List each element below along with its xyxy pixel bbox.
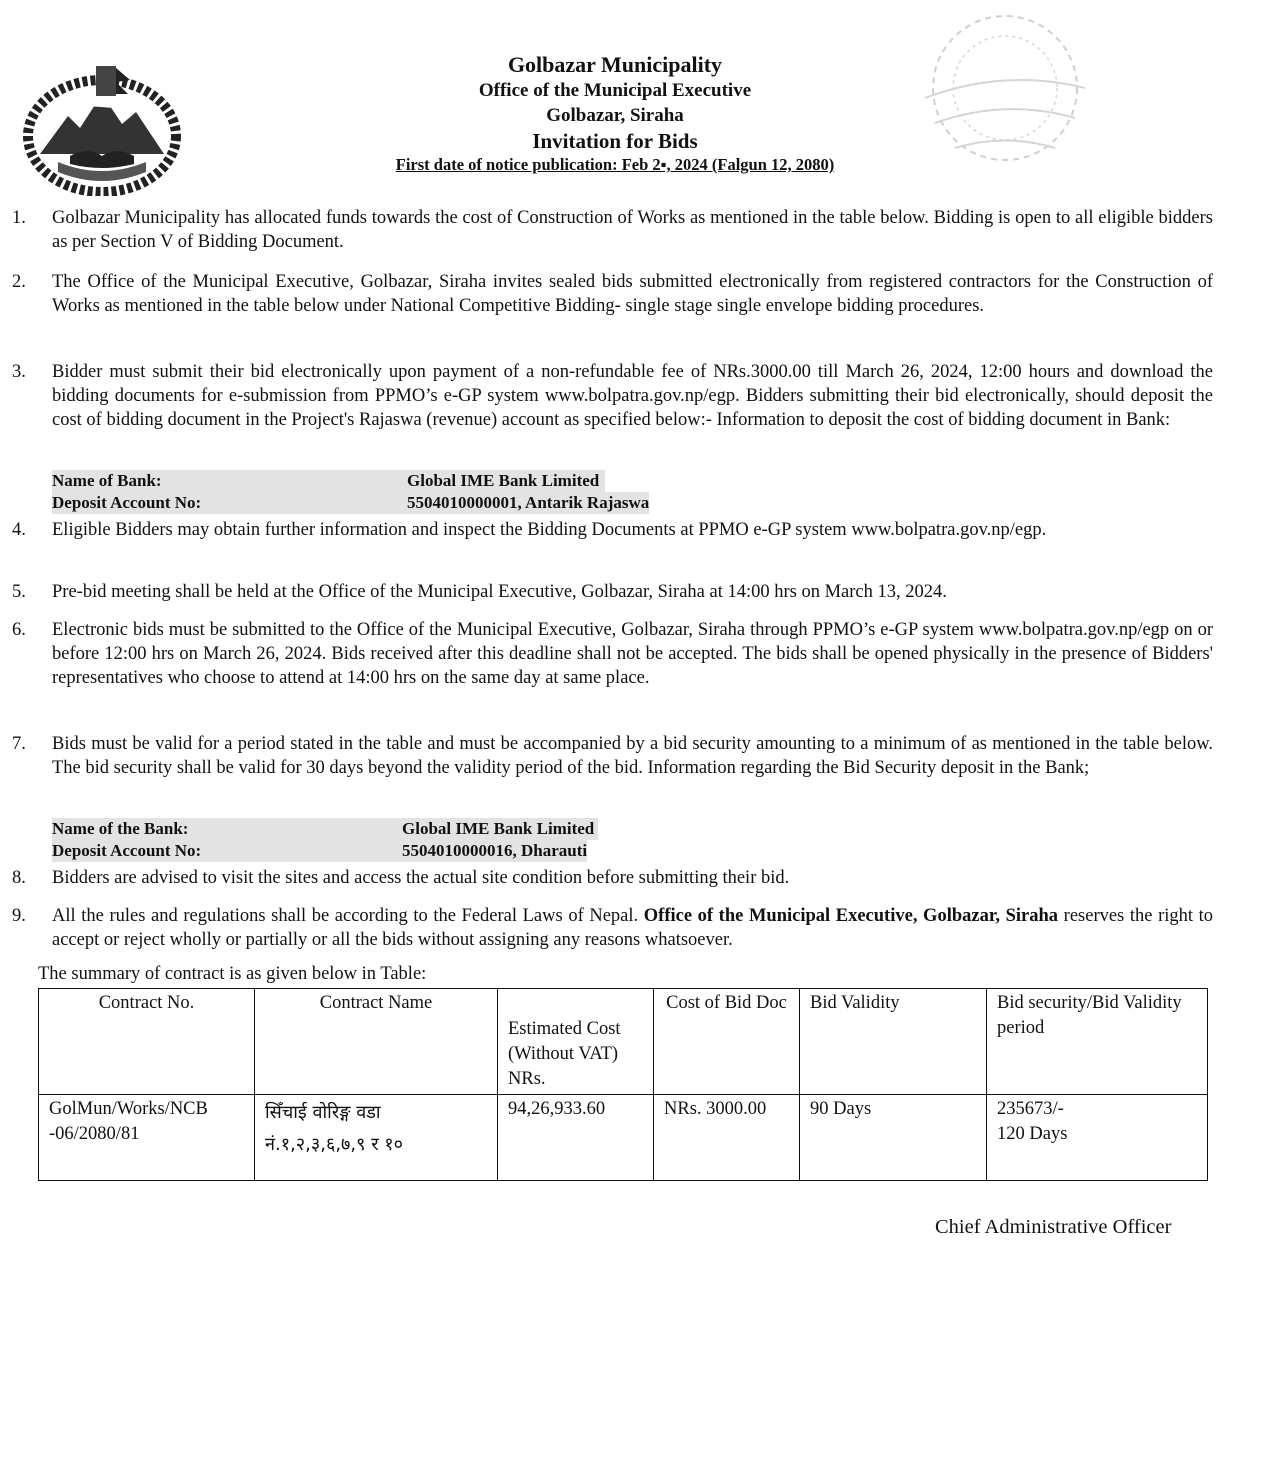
notice-header xyxy=(330,52,900,176)
bank-name-value: Global IME Bank Limited xyxy=(402,818,598,840)
item-text-start: All the rules and regulations shall be according to the Federal Laws of Nepal. xyxy=(52,906,639,926)
item-text: Bids must be valid for a period stated in the table and must be accompanied by a bid security amounting to a minimum of as mentioned in the table below. The bid security shall be valid for 30 days beyond the validity period of the bid. Information regarding the Bid Security deposit in the Bank; xyxy=(52,734,1213,778)
item-text: Electronic bids must be submitted to the Office of the Municipal Executive, Golbazar, Siraha through PPMO’s e-GP system www.bolpatra.gov.np/egp on or before 12:00 hrs on March 26, 2024. Bids received after this deadline shall not be accepted. The bids shall be opened physically in the presence of Bidders' representatives who choose to attend at 14:00 hrs on the same day at same place. xyxy=(52,620,1213,688)
item-number: 1. xyxy=(12,208,26,228)
item-text: The Office of the Municipal Executive, Golbazar, Siraha invites sealed bids submitted electronically from registered contractors for the Construction of Works as mentioned in the table below under National Competitive Bidding- single stage single envelope bidding procedures. xyxy=(52,272,1213,316)
bank-name-label: Name of Bank: xyxy=(52,470,407,492)
account-number-label: Deposit Account No: xyxy=(52,840,402,862)
contract-name-line1: सिँचाई वोरिङ्ग वडा xyxy=(265,1102,381,1123)
item-text-bold: Office of the Municipal Executive, Golbazar, Siraha xyxy=(643,906,1059,926)
header-contract-no: Contract No. xyxy=(39,989,255,1095)
notice-title: Invitation for Bids xyxy=(532,129,698,153)
item-text: Bidder must submit their bid electronically upon payment of a non-refundable fee of NRs.3000.00 till March 26, 2024, 12:00 hours and download the bidding documents for e-submission from PPMO’s e-GP system www.bolpatra.gov.np/egp. Bidders submitting their bid electronically, should deposit the cost of bidding document in the Project's Rajaswa (revenue) account as specified below:- Information to deposit the cost of bidding document in Bank: xyxy=(52,362,1213,430)
item-number: 5. xyxy=(12,582,26,602)
cell-contract-name xyxy=(255,1095,498,1181)
header-estimated-cost: Estimated Cost (Without VAT) NRs. xyxy=(498,989,654,1095)
header-bid-validity: Bid Validity xyxy=(800,989,987,1095)
cell-bid-validity: 90 Days xyxy=(800,1095,987,1181)
account-number-value: 5504010000016, Dharauti xyxy=(402,841,588,860)
bank-name-label: Name of the Bank: xyxy=(52,818,402,840)
cell-estimated-cost: 94,26,933.60 xyxy=(498,1095,654,1181)
cell-bid-doc-cost: NRs. 3000.00 xyxy=(654,1095,800,1181)
item-text-end: reserves the right to accept or reject wholly or partially or all the bids without assigning any reasons whatsoever. xyxy=(52,906,1214,950)
header-contract-name: Contract Name xyxy=(255,989,498,1095)
item-number: 8. xyxy=(12,868,26,888)
municipality-stamp xyxy=(905,8,1095,178)
signatory-title: Chief Administrative Officer xyxy=(935,1216,1172,1238)
header-bid-doc-cost: Cost of Bid Doc xyxy=(654,989,800,1095)
item-text: Bidders are advised to visit the sites and access the actual site condition before submitting their bid. xyxy=(52,868,790,888)
bank-name-value: Global IME Bank Limited xyxy=(407,470,605,492)
bid-security-validity: 120 Days xyxy=(997,1124,1068,1144)
item-number: 3. xyxy=(12,362,26,382)
item-text: Eligible Bidders may obtain further information and inspect the Bidding Documents at PPMO e-GP system www.bolpatra.gov.np/egp. xyxy=(52,520,1047,540)
cell-bid-security xyxy=(987,1095,1208,1181)
item-text: Pre-bid meeting shall be held at the Office of the Municipal Executive, Golbazar, Siraha at 14:00 hrs on March 13, 2024. xyxy=(52,582,947,602)
item-number: 9. xyxy=(12,906,26,926)
account-number-value: 5504010000001, Antarik Rajaswa xyxy=(407,493,650,512)
table-caption: The summary of contract is as given below in Table: xyxy=(38,964,427,984)
header-bid-security: Bid security/Bid Validity period xyxy=(987,989,1208,1095)
account-number-label: Deposit Account No: xyxy=(52,492,407,514)
municipality-name: Golbazar Municipality xyxy=(507,52,723,77)
cell-contract-no: GolMun/Works/NCB -06/2080/81 xyxy=(39,1095,255,1181)
office-name: Office of the Municipal Executive xyxy=(478,80,752,101)
office-location: Golbazar, Siraha xyxy=(546,105,684,126)
item-number: 6. xyxy=(12,620,26,640)
item-number: 4. xyxy=(12,520,26,540)
item-text xyxy=(52,904,1213,952)
item-text: Golbazar Municipality has allocated funds towards the cost of Construction of Works as mentioned in the table below. Bidding is open to all eligible bidders as per Section V of Bidding Document. xyxy=(52,208,1213,252)
contract-name-line2: नं.१,२,३,६,७,९ र १० xyxy=(265,1134,404,1155)
item-number: 2. xyxy=(12,272,26,292)
publication-date: First date of notice publication: Feb 2▪, 2024 (Falgun 12, 2080) xyxy=(395,155,835,174)
table-header-row xyxy=(39,989,1208,1095)
nepal-emblem-logo xyxy=(18,58,186,196)
contract-summary-table xyxy=(38,988,1208,1181)
table-row xyxy=(39,1095,1208,1181)
bid-security-amount: 235673/- xyxy=(997,1099,1064,1119)
item-number: 7. xyxy=(12,734,26,754)
